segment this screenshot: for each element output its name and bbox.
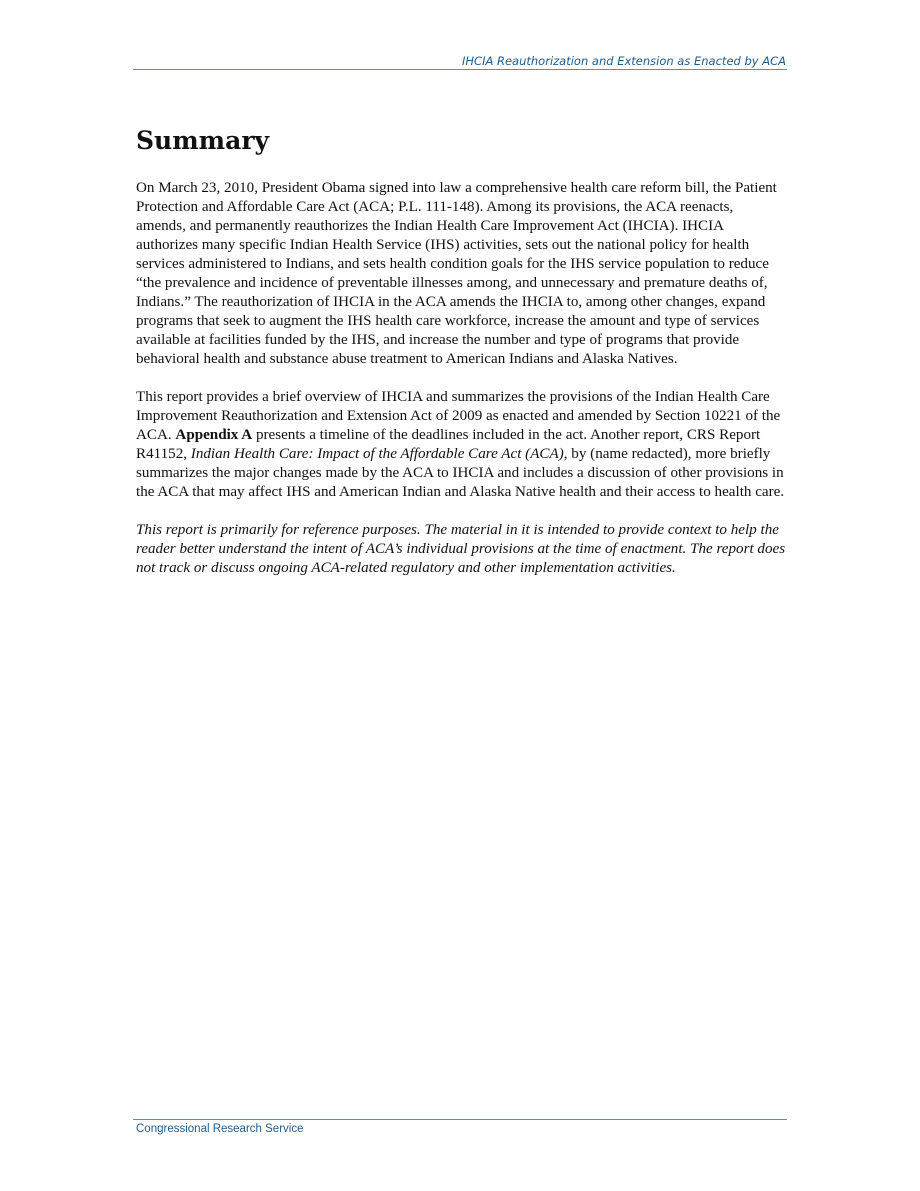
related-report-title: Indian Health Care: Impact of the Affordable Care Act (ACA) xyxy=(190,446,564,462)
appendix-reference: Appendix A xyxy=(175,427,253,443)
header-rule xyxy=(133,69,787,70)
footer-rule xyxy=(133,1119,787,1120)
paragraph-2-text-3: , by (name redacted), more briefly summarizes the major changes made by the ACA to IHCIA and includes a discussion of other provisions in the ACA that may affect IHS and American Indian and Alaska Native health and their access to health care. xyxy=(136,446,785,500)
paragraph-2-text-1: This report provides a brief overview of IHCIA and summarizes the provisions of the Indian Health Care Improvement Reauthorization and Extension Act of 2009 as enacted and amended by Section 10221 of the ACA. xyxy=(136,389,781,443)
running-header: IHCIA Reauthorization and Extension as Enacted by ACA xyxy=(462,54,786,68)
summary-section xyxy=(136,122,786,597)
summary-paragraph-1: On March 23, 2010, President Obama signed into law a comprehensive health care reform bill, the Patient Protection and Affordable Care Act (ACA; P.L. 111-148). Among its provisions, the ACA reenacts, amends, and permanently reauthorizes the Indian Health Care Improvement Act (IHCIA). IHCIA authorizes many specific Indian Health Service (IHS) activities, sets out the national policy for health services administered to Indians, and sets health condition goals for the IHS service population to reduce “the prevalence and incidence of preventable illnesses among, and unnecessary and premature deaths of, Indians.” The reauthorization of IHCIA in the ACA amends the IHCIA to, among other changes, expand programs that seek to augment the IHS health care workforce, increase the amount and type of services available at facilities funded by the IHS, and increase the number and type of programs that provide behavioral health and substance abuse treatment to American Indians and Alaska Natives. xyxy=(136,180,777,367)
paragraph-2-text-2: presents a timeline of the deadlines included in the act. Another report, CRS Report R41152, xyxy=(136,427,761,462)
section-heading: Summary xyxy=(136,126,270,155)
reference-purpose-note: This report is primarily for reference purposes. The material in it is intended to provide context to help the reader better understand the intent of ACA’s individual provisions at the time of enactment. The report does not track or discuss ongoing ACA-related regulatory and other implementation activities. xyxy=(136,522,786,576)
summary-paragraph-2 xyxy=(136,388,786,502)
footer-publisher: Congressional Research Service xyxy=(136,1123,304,1135)
